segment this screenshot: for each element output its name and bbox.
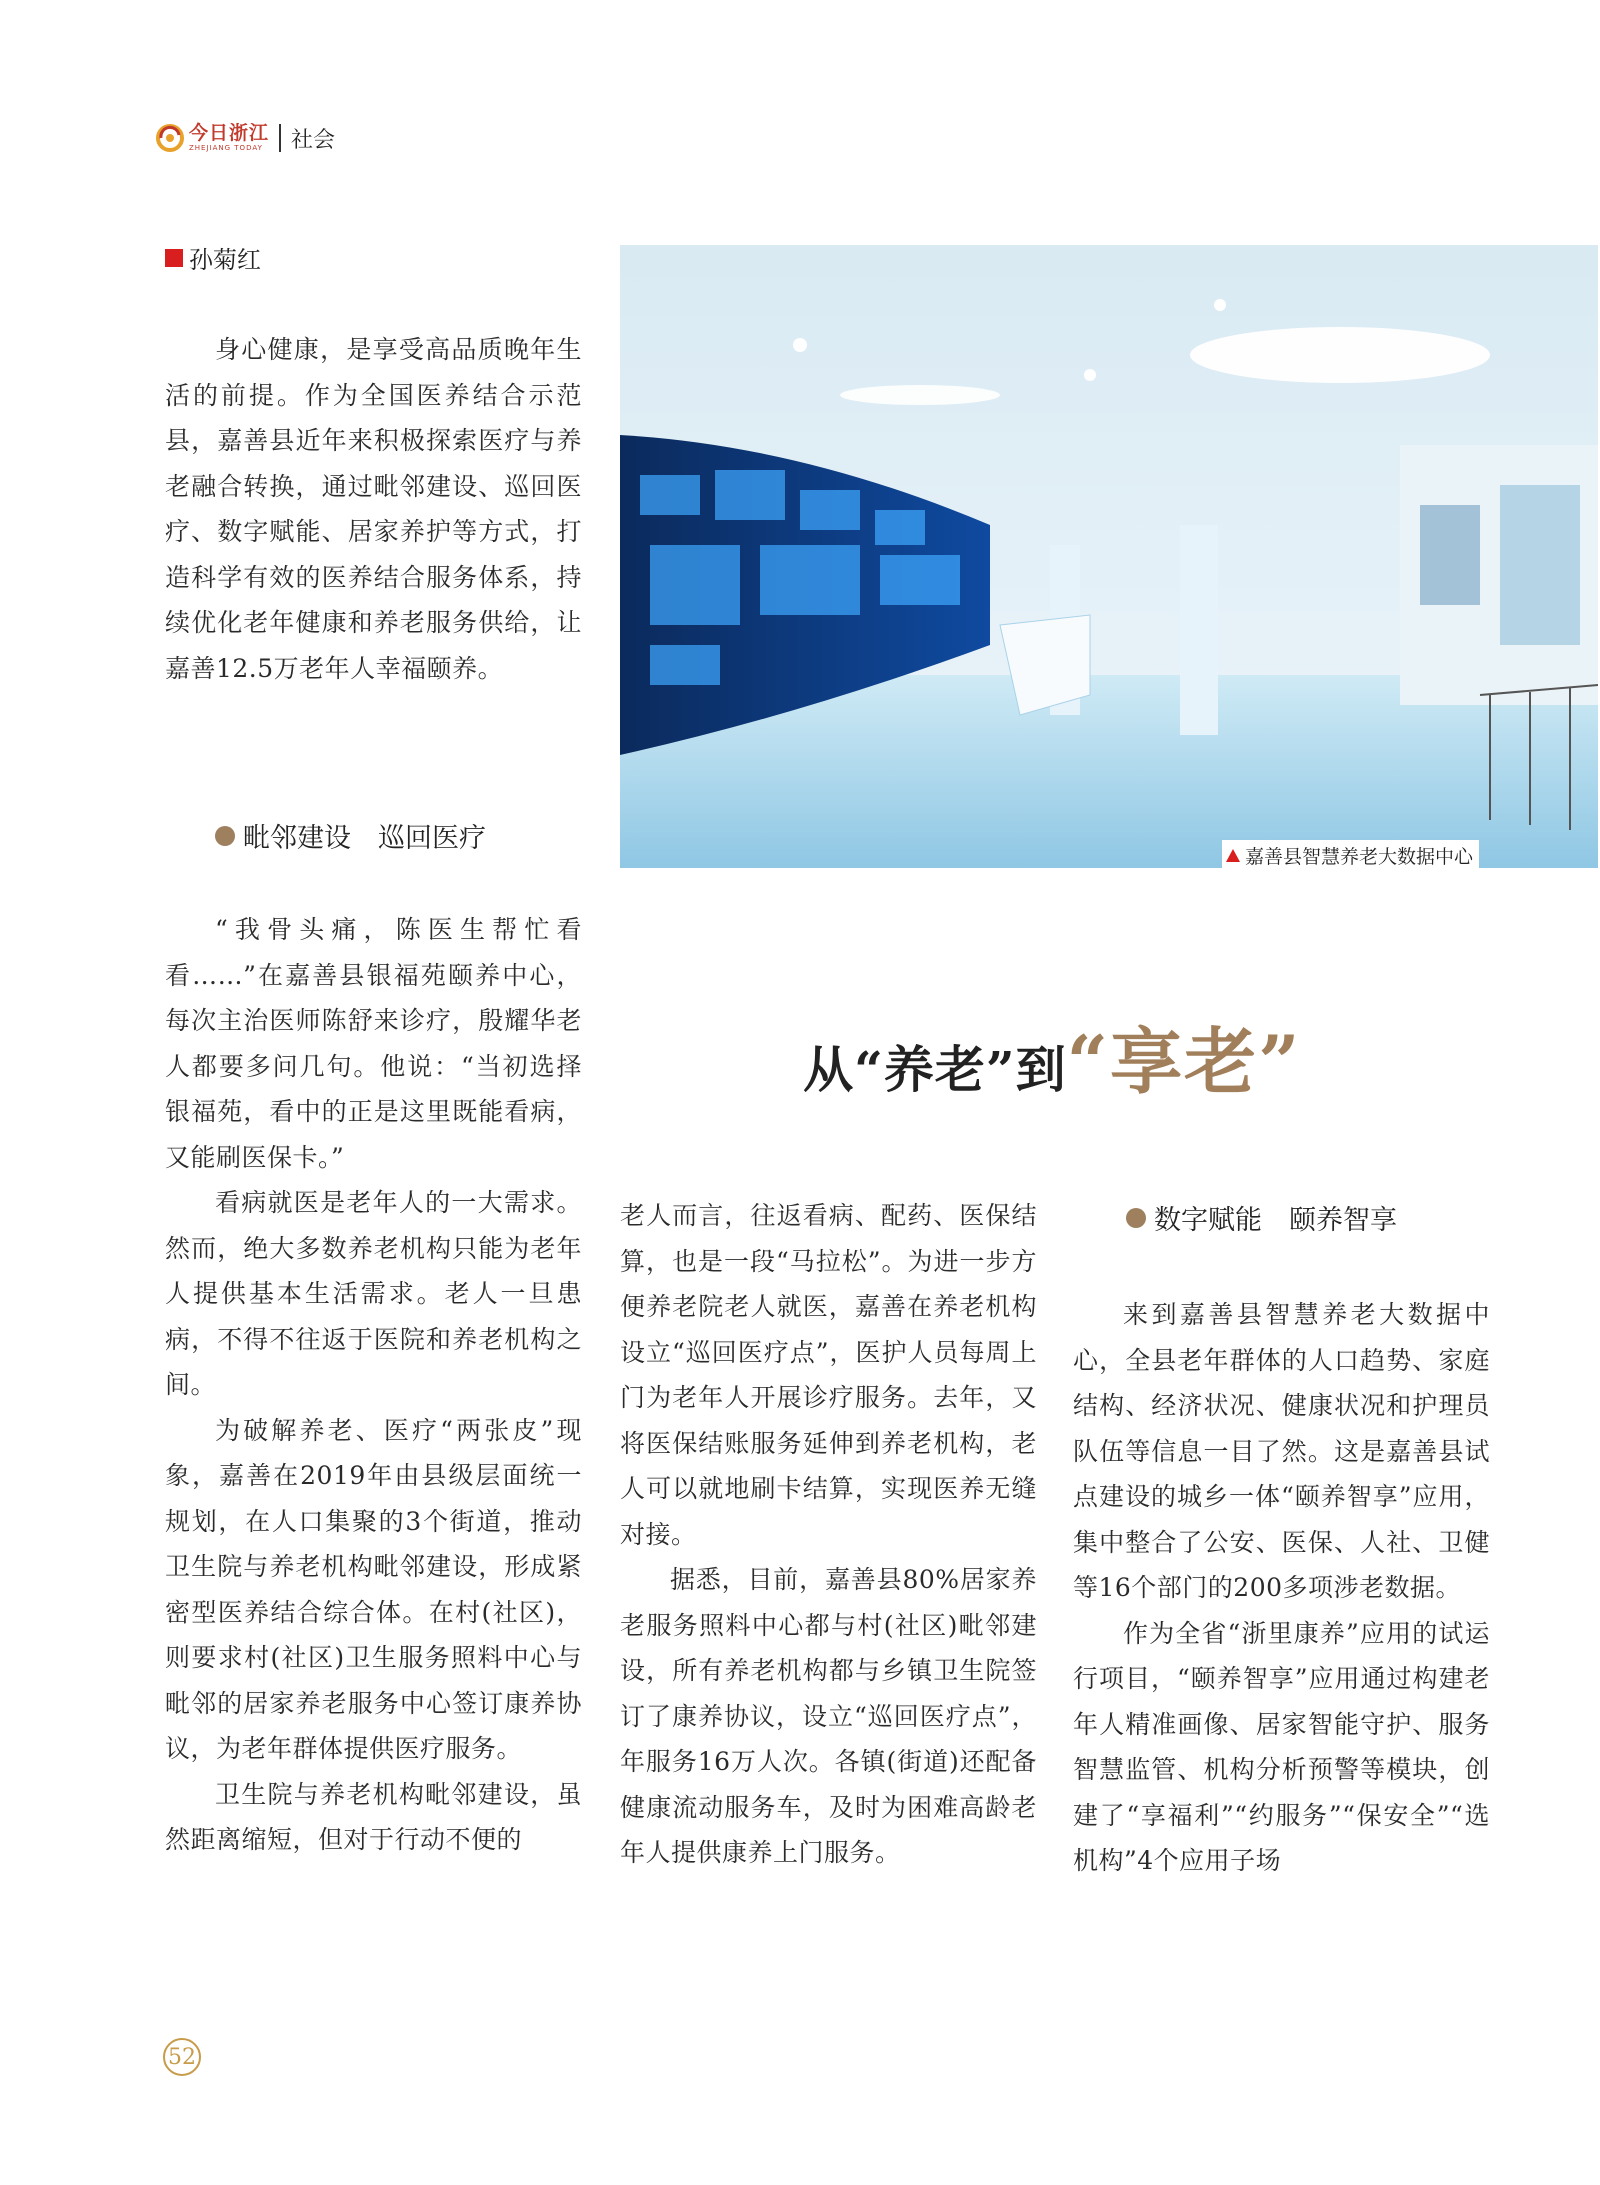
section-heading-text: 数字赋能 颐养智享 [1154,1205,1397,1236]
title-part2: “享老” [1066,1019,1302,1104]
data-center-illustration [620,245,1598,868]
right-body-column [1073,1292,1490,1884]
red-triangle-icon [1226,849,1240,862]
author-name: 孙菊红 [189,246,261,274]
body-paragraph: 来到嘉善县智慧养老大数据中心，全县老年群体的人口趋势、家庭结构、经济状况、健康状况和护理员队伍等信息一目了然。这是嘉善县试点建设的城乡一体“颐养智享”应用，集中整合了公安、医保、人社、卫健等16个部门的200多项涉老数据。 [1073,1300,1490,1602]
bullet-dot-icon [215,826,235,846]
body-paragraph: 卫生院与养老机构毗邻建设，虽然距离缩短，但对于行动不便的 [165,1779,582,1854]
data-center-photo [620,245,1598,868]
body-paragraph: 为破解养老、医疗“两张皮”现象，嘉善在2019年由县级层面统一规划，在人口集聚的3个街道，推动卫生院与养老机构毗邻建设，形成紧密型医养结合综合体。在村(社区)，则要求村(社区)卫生服务照料中心与毗邻的居家养老服务中心签订康养协议，为老年群体提供医疗服务。 [165,1415,582,1763]
section-heading-text: 毗邻建设 巡回医疗 [243,823,486,854]
body-paragraph: 作为全省“浙里康养”应用的试运行项目，“颐养智享”应用通过构建老年人精准画像、居家智能守护、服务智慧监管、机构分析预警等模块，创建了“享福利”“约服务”“保安全”“选机构”4个应用子场 [1073,1618,1490,1875]
page-header [155,118,335,158]
section-heading-1 [215,816,486,855]
body-paragraph: 看病就医是老年人的一大需求。然而，绝大多数养老机构只能为老年人提供基本生活需求。老人一旦患病，不得不往返于医院和养老机构之间。 [165,1188,582,1399]
logo-swirl-icon [155,123,185,153]
title-part1: 从“养老”到 [803,1040,1067,1099]
intro-paragraph: 身心健康，是享受高品质晚年生活的前提。作为全国医养结合示范县，嘉善县近年来积极探索医疗与养老融合转换，通过毗邻建设、巡回医疗、数字赋能、居家养护等方式，打造科学有效的医养结合服务体系，持续优化老年健康和养老服务供给，让嘉善12.5万老年人幸福颐养。 [165,335,582,683]
caption-text: 嘉善县智慧养老大数据中心 [1245,846,1474,868]
logo-english: ZHEJIANG TODAY [189,144,263,152]
page-number: 52 [163,2038,201,2076]
header-divider [279,124,281,152]
intro-column [165,327,582,691]
article-title [792,985,1302,1108]
logo-text: 今日浙江 [189,122,270,144]
body-paragraph: 老人而言，往返看病、配药、医保结算，也是一段“马拉松”。为进一步方便养老院老人就医，嘉善在养老机构设立“巡回医疗点”，医护人员每周上门为老年人开展诊疗服务。去年，又将医保结账服务延伸到养老机构，老人可以就地刷卡结算，实现医养无缝对接。 [620,1201,1037,1549]
bullet-dot-icon [1126,1208,1146,1228]
left-body-column [165,907,582,1863]
body-paragraph: “我骨头痛，陈医生帮忙看看……”在嘉善县银福苑颐养中心，每次主治医师陈舒来诊疗，殷耀华老人都要多问几句。他说：“当初选择银福苑，看中的正是这里既能看病，又能刷医保卡。” [165,915,582,1172]
magazine-logo [155,123,269,153]
section-label: 社会 [291,127,336,153]
author-byline [165,240,261,275]
middle-body-column [620,1193,1037,1876]
body-paragraph: 据悉，目前，嘉善县80%居家养老服务照料中心都与村(社区)毗邻建设，所有养老机构都与乡镇卫生院签订了康养协议，设立“巡回医疗点”，年服务16万人次。各镇(街道)还配备健康流动服务车，及时为困难高龄老年人提供康养上门服务。 [620,1565,1037,1867]
red-square-icon [165,249,183,267]
section-heading-2 [1126,1198,1397,1237]
photo-caption [1222,840,1479,871]
